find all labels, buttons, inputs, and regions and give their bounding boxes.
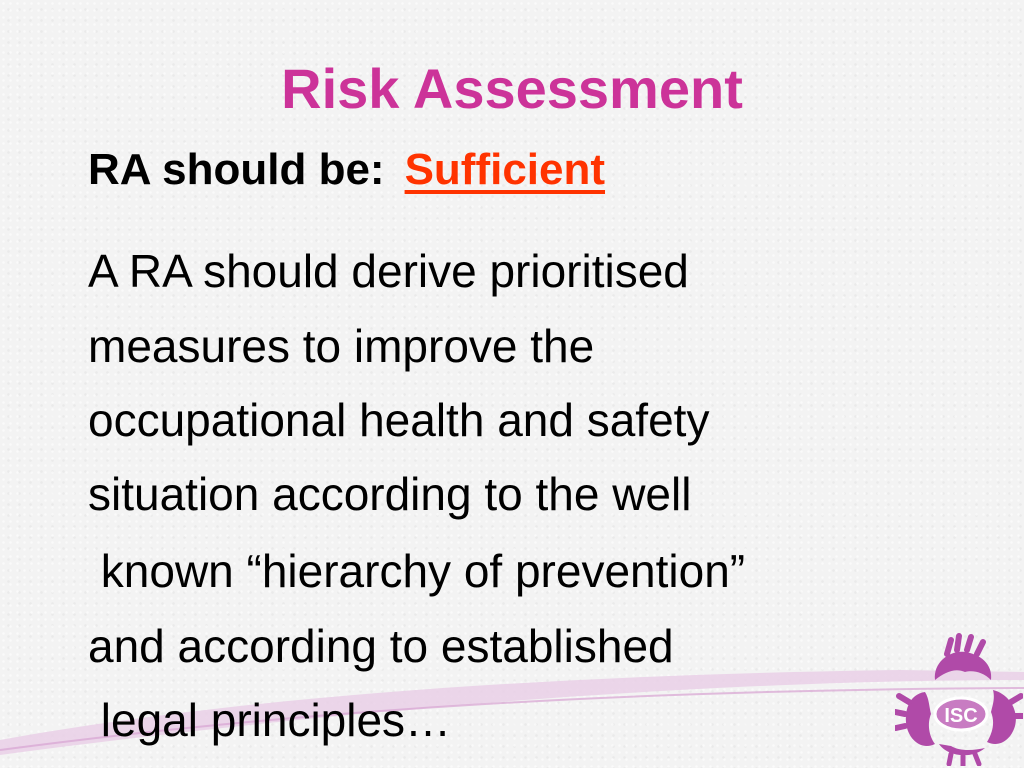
isc-hands-logo-icon [895, 632, 1023, 766]
body-line-1: A RA should derive prioritised [88, 245, 689, 297]
body-line-4: situation according to the well [88, 468, 692, 520]
slide-subtitle [88, 145, 605, 195]
subtitle-highlight: Sufficient [404, 145, 606, 194]
subtitle-prefix: RA should be: [88, 145, 385, 194]
body-line-5: known “hierarchy of prevention” [88, 545, 746, 597]
body-line-2: measures to improve the [88, 320, 595, 372]
body-line-6: and according to established [88, 620, 674, 672]
slide-title: Risk Assessment [281, 57, 743, 120]
logo-text: ISC [944, 705, 978, 727]
body-line-7: legal principles… [88, 694, 452, 746]
body-line-3: occupational health and safety [88, 394, 710, 446]
